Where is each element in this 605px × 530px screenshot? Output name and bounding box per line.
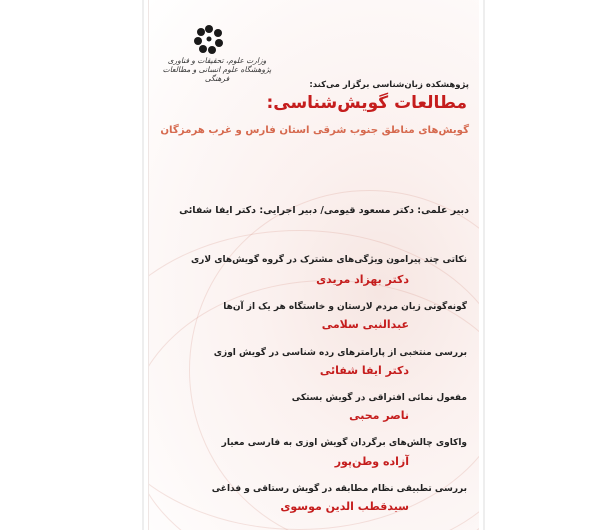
talk-title: نکاتی چند پیرامون ویژگی‌های مشترک در گروه گویش‌های لاری <box>190 255 467 265</box>
event-poster <box>148 0 479 530</box>
organization-line-1: وزارت علوم، تحقیقات و فناوری <box>167 56 267 65</box>
institute-emblem-icon <box>192 22 226 56</box>
talk-speaker: عبدالنبی سلامی <box>321 318 409 331</box>
talk-speaker: دکتر ایفا شفائی <box>319 364 409 377</box>
right-frame-line <box>483 0 485 530</box>
talk-speaker: سیدقطب الدین موسوی <box>280 500 409 513</box>
poster-subtitle: گویش‌های مناطق جنوب شرقی استان فارس و غرب هرمزگان <box>160 125 469 136</box>
talk-title: مفعول نمائی افتراقی در گویش بستکی <box>291 393 467 403</box>
talk-speaker: ناصر محبی <box>349 409 409 422</box>
talk-title: بررسی منتخبی از پارامترهای رده شناسی در گویش اوزی <box>213 348 467 358</box>
organization-name <box>157 56 277 83</box>
organization-line-2: پژوهشگاه علوم انسانی و مطالعات فرهنگی <box>162 65 272 83</box>
intro-text: پژوهشکده زبان‌شناسی برگزار می‌کند: <box>309 80 469 90</box>
talk-title: بررسی تطبیقی نظام مطابقه در گویش رستاقی و فداغی <box>211 484 467 494</box>
talk-title: واکاوی چالش‌های برگردان گویش اوزی به فارسی معیار <box>221 438 467 448</box>
talk-speaker: آزاده وطن‌پور <box>334 455 409 468</box>
talk-title: گونه‌گونی زبان مردم لارستان و خاستگاه هر یک از آن‌ها <box>223 302 467 312</box>
left-frame-line <box>142 0 144 530</box>
talk-speaker: دکتر بهزاد مریدی <box>316 273 409 286</box>
editors-line: دبیر علمی: دکتر مسعود قیومی/ دبیر اجرایی: دکتر ایفا شفائی <box>179 205 469 216</box>
poster-title: مطالعات گویش‌شناسی: <box>266 93 467 113</box>
